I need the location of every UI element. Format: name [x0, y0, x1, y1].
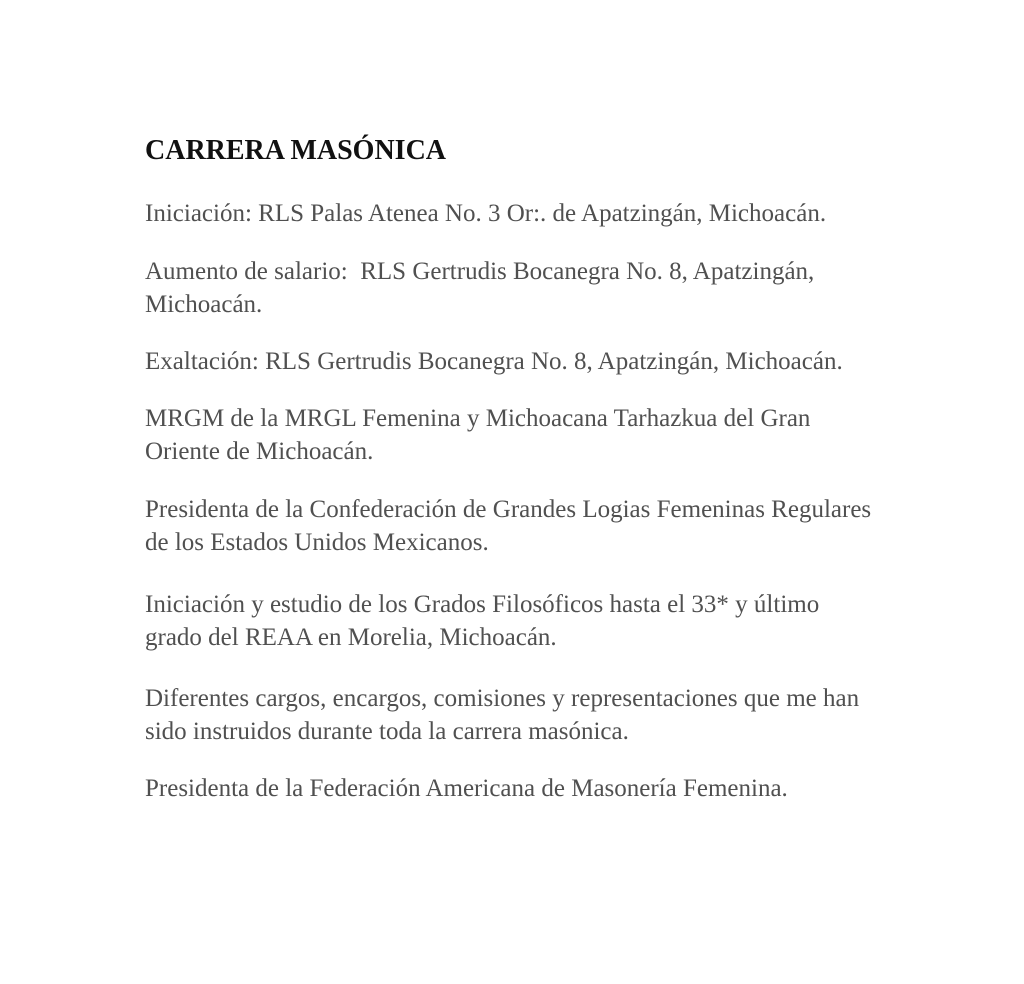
paragraph-mrgm — [145, 402, 1005, 468]
paragraph-presidenta-confederacion — [145, 493, 1005, 559]
paragraph-line: de los Estados Unidos Mexicanos. — [145, 529, 489, 556]
paragraph-exaltacion — [145, 345, 1005, 378]
paragraph-line: Presidenta de la Federación Americana de Masonería Femenina. — [145, 775, 788, 802]
paragraph-line: Diferentes cargos, encargos, comisiones y representaciones que me han — [145, 685, 860, 712]
paragraph-line: Presidenta de la Confederación de Grandes Logias Femeninas Regulares — [145, 496, 872, 523]
paragraph-presidenta-federacion — [145, 772, 1005, 805]
paragraph-cargos — [145, 682, 1005, 748]
paragraph-iniciacion — [145, 197, 1005, 230]
paragraph-grados-filosoficos — [145, 588, 1005, 654]
paragraph-line: grado del REAA en Morelia, Michoacán. — [145, 624, 557, 651]
paragraph-line: Exaltación: RLS Gertrudis Bocanegra No. 8, Apatzingán, Michoacán. — [145, 348, 843, 375]
paragraph-line: Iniciación: RLS Palas Atenea No. 3 Or:. de Apatzingán, Michoacán. — [145, 200, 827, 227]
paragraph-line: Oriente de Michoacán. — [145, 438, 374, 465]
paragraph-line: MRGM de la MRGL Femenina y Michoacana Tarhazkua del Gran — [145, 405, 811, 432]
paragraph-line: Iniciación y estudio de los Grados Filosóficos hasta el 33* y último — [145, 591, 820, 618]
section-heading: CARRERA MASÓNICA — [145, 135, 447, 166]
paragraph-aumento-de-salario — [145, 255, 1005, 321]
paragraph-line: Aumento de salario: RLS Gertrudis Bocanegra No. 8, Apatzingán, — [145, 258, 815, 285]
paragraph-line: Michoacán. — [145, 291, 263, 318]
paragraph-line: sido instruidos durante toda la carrera masónica. — [145, 718, 629, 745]
